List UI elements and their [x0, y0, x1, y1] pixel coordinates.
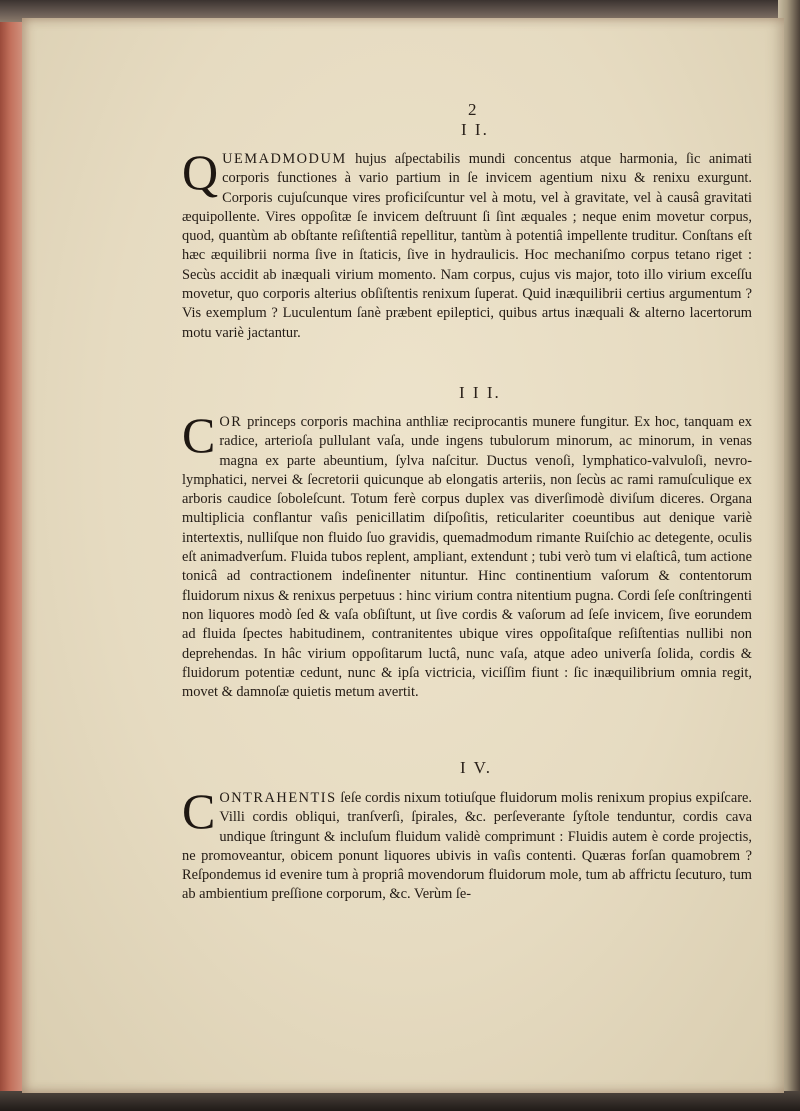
paragraph-text: ſeſe cordis nixum totiuſque fluidorum molis renixum propius expiſcare. Villi cordis obliqui, tranſverſi, ſpirales, &c. perſeverante ſyſtole tenduntur, cordis cava undique ſtringunt & incluſum fluidum validè comprimunt : Fluidis autem è corde projectis, ne promoveantur, obicem ponunt liquores ubivis in vaſis contenti. Quæras forſan quamobrem ? Reſpondemus id evenire tum à propriâ movendorum fluidorum mole, tum ab affrictu ſecuturo, tum ab ambientium preſſione corporum, &c. Verùm ſe- [182, 790, 752, 903]
section-heading-3: I I I. [459, 383, 501, 402]
section-paragraph-2 [182, 144, 752, 343]
section-paragraph-4 [182, 783, 752, 905]
paragraph-text: hujus aſpectabilis mundi concentus atque harmonia, ſic animati corporis functiones à vario partium in ſe invicem agentium nixu & renixu exurgunt. Corporis cujuſcunque vires proficiſcuntur vel à motu, vel à gravitate, vel à causâ gravitati æquipollente. Vires oppoſitæ ſe invicem deſtruunt ſi ſint æquales ; neque enim movetur corpus, quod, quantùm ab obſtante reſiſtentiâ repellitur, tantùm à potentiâ impellente truditur. Conſtans eſt hæc æquilibrii norma ſive in ſtaticis, ſive in hydraulicis. Hoc mechaniſmo corpus tetano riget : Secùs accidit ab inæquali virium momento. Nam corpus, cujus vis major, toto illo virium exceſſu movetur, quo corporis alterius obſiſtentis renixum ſuperat. Quid inæquilibrii certius argumentum ? Vis exemplum ? Luculentum ſanè præbent epileptici, quibus artus inæquali & alterno lacertorum motu variè jactantur. [182, 151, 752, 341]
lead-word: UEMADMODUM [222, 151, 347, 167]
lead-word: ONTRAHENTIS [219, 790, 337, 806]
paragraph-text: princeps corporis machina anthliæ reciprocantis munere fungitur. Ex hoc, tanquam ex radice, arterioſa pullulant vaſa, unde ingens tubulorum minorum, ac minorum, in venas magna ex parte abeuntium, ſylva naſcitur. Ductus venoſi, lymphatico-valvuloſi, nevro-lymphatici, nervei & ſecretorii quicunque ab elongatis arteriis, non ſecùs ac rami ramuſculique ex arboris caudice ſoboleſcunt. Totum ferè corpus duplex vas diverſimodè diviſum diceres. Organa multiplicia conflantur vaſis penicillatim diſpoſitis, reticulariter coeuntibus aut denique variè intertextis, nulliſque non fluido ſuo gravidis, quemadmodum rimante Ruiſchio ac detegente, oculis eſt animadverſum. Fluida tubos replent, ampliant, extendunt ; tubi verò tum vi elaſticâ, tum actione tonicâ ad contractionem indeſinenter nituntur. Hinc continentium vaſorum & contentorum fluidorum nixus & renixus perpetuus : hinc virium contra nitentium pugna. Cordi ſeſe conſtringenti non liquores modò ſed & vaſa obſiſtunt, ut ſive cordis & vaſorum ad ſeſe invicem, ſive eorundem ad fluida ſpectes habitudinem, contranitentes ubique vires oppoſitaſque reſiſtentias nullibi non deprehendas. In hâc virium oppoſitarum luctâ, nunc vaſa, atque adeo univerſa ſolida, cordis & fluidorum potentiæ cedunt, nunc & ipſa victricia, viciſſim fiunt : ſic inæquilibrium omnia regit, movet & damnoſæ quietis metum avertit. [182, 414, 752, 701]
drop-cap: C [182, 407, 216, 463]
drop-cap: C [182, 783, 216, 839]
lead-word: OR [219, 414, 243, 430]
section-paragraph-3 [182, 407, 752, 702]
drop-cap: Q [182, 144, 219, 200]
section-heading-2: I I. [461, 120, 489, 139]
page-number: 2 [468, 100, 477, 119]
page-bottom-edge [0, 1091, 800, 1111]
section-heading-4: I V. [460, 758, 492, 777]
